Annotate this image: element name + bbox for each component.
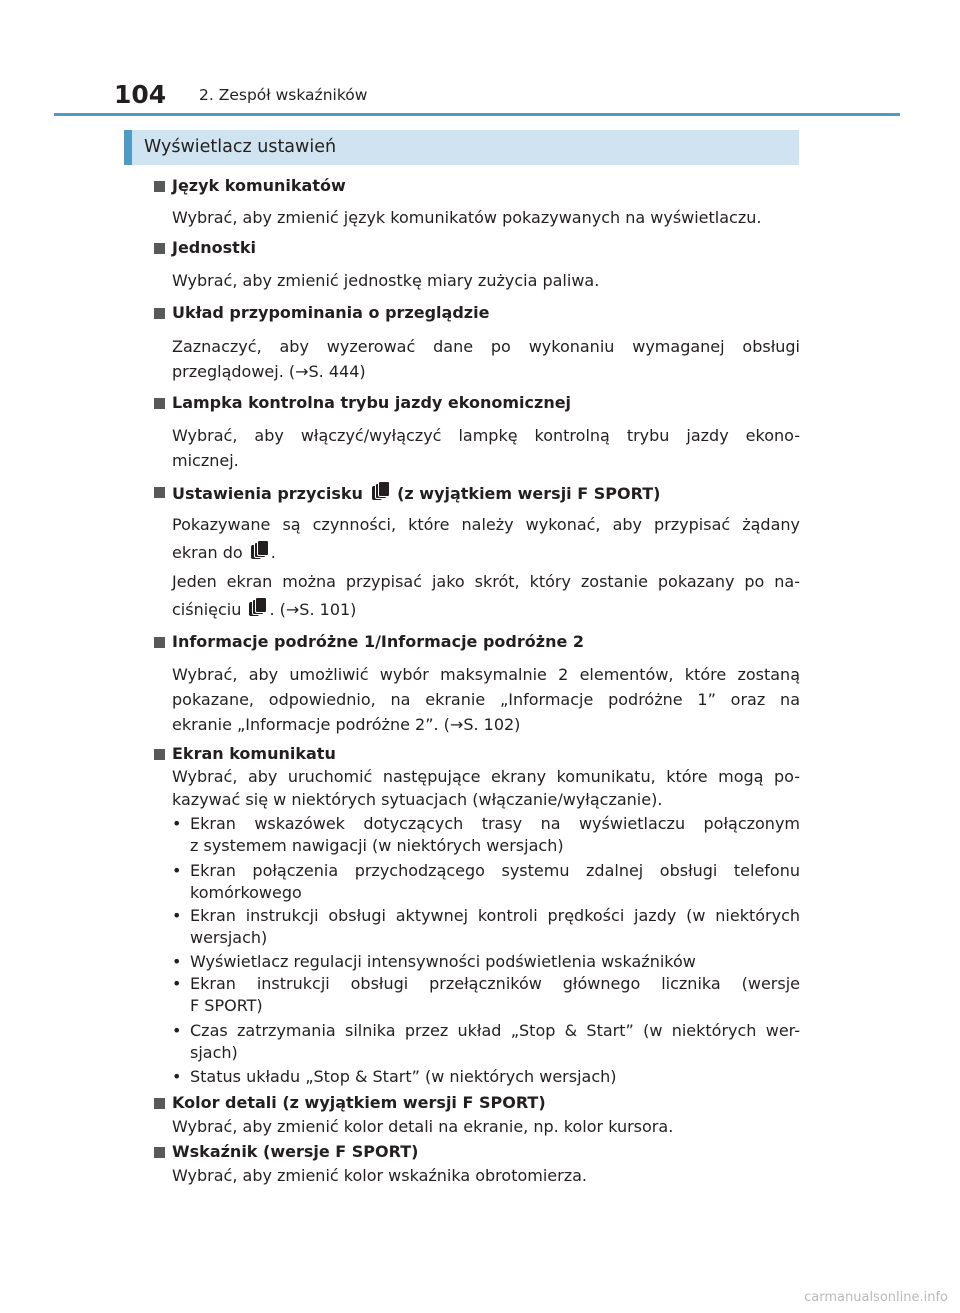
- bullet-text-line: Wyświetlacz regulacji intensywności podświetlenia wskaźników: [190, 952, 696, 971]
- list-item: [172, 905, 800, 949]
- item-body-line: kazywać się w niektórych sytuacjach (włączanie/wyłączanie).: [172, 790, 663, 809]
- list-item: [172, 1066, 800, 1088]
- bullet-text-line: Ekran połączenia przychodzącego systemu zdalnej obsługi telefonu: [190, 861, 800, 880]
- item-body-line: ekranie „Informacje podróżne 2”. (→S. 102): [172, 715, 521, 734]
- item-heading: Lampka kontrolna trybu jazdy ekonomicznej: [172, 393, 572, 412]
- bullet-dot-icon: •: [172, 1021, 182, 1040]
- bullet-dot-icon: •: [172, 906, 182, 925]
- bullet-text-line: z systemem nawigacji (w niektórych wersjach): [190, 836, 564, 855]
- square-bullet-icon: [154, 487, 165, 498]
- page-header: [0, 0, 960, 120]
- square-bullet-icon: [154, 637, 165, 648]
- list-item: [172, 1020, 800, 1064]
- item-heading: Jednostki: [172, 238, 256, 257]
- item-heading-part: Ustawienia przycisku: [172, 484, 363, 503]
- item-body-part: .: [270, 543, 276, 562]
- item-body-line: Wybrać, aby uruchomić następujące ekrany komunikatu, które mogą po-: [172, 767, 800, 786]
- watermark: carmanualsonline.info: [804, 1290, 948, 1305]
- item-body-line: przeglądowej. (→S. 444): [172, 362, 366, 381]
- section-title-box: [124, 130, 799, 165]
- list-item: [172, 860, 800, 904]
- page-number: 104: [114, 80, 167, 109]
- item-body-part: . (→S. 101): [269, 600, 357, 619]
- bullet-text-line: wersjach): [190, 928, 268, 947]
- bullet-text-line: Ekran wskazówek dotyczących trasy na wyświetlaczu połączonym: [190, 814, 800, 833]
- bullet-text-line: F SPORT): [190, 996, 263, 1015]
- bullet-dot-icon: •: [172, 1067, 182, 1086]
- item-body-part: ekran do: [172, 543, 243, 562]
- bullet-dot-icon: •: [172, 974, 182, 993]
- item-body-line: [172, 597, 356, 621]
- bullet-text-line: Ekran instrukcji obsługi aktywnej kontroli prędkości jazdy (w niektórych: [190, 906, 800, 925]
- list-item: [172, 973, 800, 1017]
- square-bullet-icon: [154, 181, 165, 192]
- square-bullet-icon: [154, 243, 165, 254]
- item-body-line: Wybrać, aby umożliwić wybór maksymalnie 2 elementów, które zostaną: [172, 665, 800, 684]
- section-title: Wyświetlacz ustawień: [144, 137, 337, 157]
- item-body-line: Pokazywane są czynności, które należy wykonać, aby przypisać żądany: [172, 515, 800, 534]
- bullet-text-line: Ekran instrukcji obsługi przełączników głównego licznika (wersje: [190, 974, 800, 993]
- item-body: Wybrać, aby zmienić język komunikatów pokazywanych na wyświetlaczu.: [172, 208, 762, 227]
- screen-stack-icon: [249, 597, 266, 618]
- square-bullet-icon: [154, 308, 165, 319]
- item-body-line: [172, 540, 276, 564]
- item-heading: Ekran komunikatu: [172, 744, 336, 763]
- item-body-line: Zaznaczyć, aby wyzerować dane po wykonaniu wymaganej obsługi: [172, 337, 800, 356]
- list-item: [172, 951, 800, 973]
- item-body: Wybrać, aby zmienić jednostkę miary zużycia paliwa.: [172, 271, 600, 290]
- bullet-text-line: sjach): [190, 1043, 238, 1062]
- screen-stack-icon: [251, 540, 268, 561]
- item-heading: Język komunikatów: [172, 176, 346, 195]
- square-bullet-icon: [154, 749, 165, 760]
- square-bullet-icon: [154, 1098, 165, 1109]
- item-body-line: Wybrać, aby włączyć/wyłączyć lampkę kontrolną trybu jazdy ekono-: [172, 426, 800, 445]
- item-body: Wybrać, aby zmienić kolor wskaźnika obrotomierza.: [172, 1166, 587, 1185]
- item-heading: Informacje podróżne 1/Informacje podróżne 2: [172, 632, 585, 651]
- item-body-line: micznej.: [172, 451, 239, 470]
- item-heading: Kolor detali (z wyjątkiem wersji F SPORT): [172, 1093, 546, 1112]
- square-bullet-icon: [154, 1147, 165, 1158]
- item-heading-part: (z wyjątkiem wersji F SPORT): [397, 484, 661, 503]
- bullet-text-line: Status układu „Stop & Start” (w niektórych wersjach): [190, 1067, 617, 1086]
- item-heading: Wskaźnik (wersje F SPORT): [172, 1142, 419, 1161]
- item-body-line: Jeden ekran można przypisać jako skrót, który zostanie pokazany po na-: [172, 572, 800, 591]
- square-bullet-icon: [154, 398, 165, 409]
- item-body-line: pokazane, odpowiednio, na ekranie „Informacje podróżne 1” oraz na: [172, 690, 800, 709]
- item-body-part: ciśnięciu: [172, 600, 242, 619]
- item-body: Wybrać, aby zmienić kolor detali na ekranie, np. kolor kursora.: [172, 1117, 674, 1136]
- bullet-text-line: komórkowego: [190, 883, 302, 902]
- header-rule: [54, 113, 900, 116]
- bullet-dot-icon: •: [172, 814, 182, 833]
- list-item: [172, 813, 800, 857]
- screen-stack-icon: [372, 481, 389, 502]
- bullet-dot-icon: •: [172, 861, 182, 880]
- item-heading-with-icon: [172, 481, 660, 505]
- chapter-title: 2. Zespół wskaźników: [199, 86, 368, 104]
- item-heading: Układ przypominania o przeglądzie: [172, 303, 490, 322]
- bullet-dot-icon: •: [172, 952, 182, 971]
- bullet-text-line: Czas zatrzymania silnika przez układ „Stop & Start” (w niektórych wer-: [190, 1021, 800, 1040]
